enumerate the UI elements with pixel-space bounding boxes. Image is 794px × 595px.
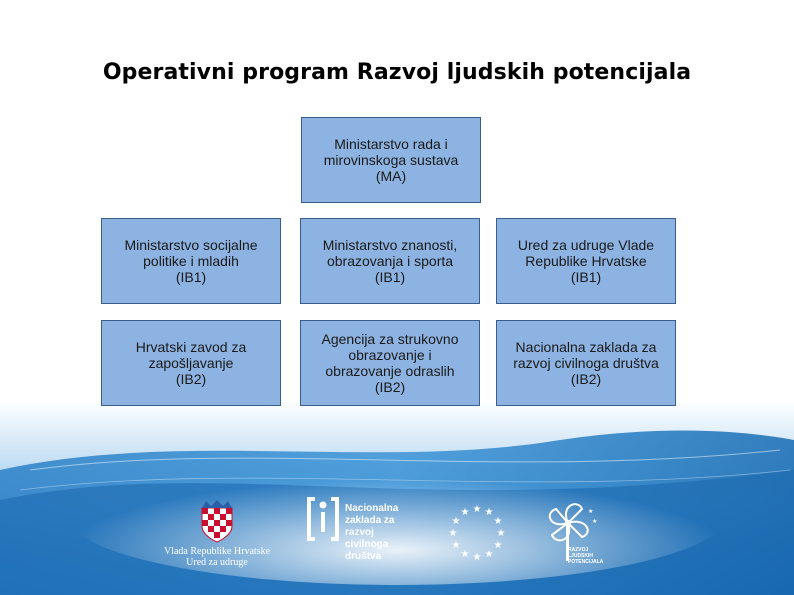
svg-text:★: ★ [592,518,598,525]
eu-stars-icon [446,502,508,564]
page-title: Operativni program Razvoj ljudskih potencijala [102,60,692,85]
box-employment-service: Hrvatski zavod za zapošljavanje (IB2) [101,320,281,406]
svg-text:★: ★ [472,504,482,515]
svg-text:★: ★ [460,549,470,560]
zaklada-bracket-icon [305,495,341,543]
vlada-logo-text: Vlada Republike Hrvatske Ured za udruge [163,546,271,568]
box-vocational-agency: Agencija za strukovno obrazovanje i obrazovanje odraslih (IB2) [300,320,480,406]
svg-text:★: ★ [496,528,506,539]
svg-text:★: ★ [484,549,494,560]
box-managing-authority: Ministarstvo rada i mirovinskoga sustava (MA) [301,117,481,203]
zaklada-logo-text: Nacionalna zaklada za razvoj civilnoga društva [345,503,399,562]
svg-text:★: ★ [451,540,461,551]
svg-text:★: ★ [493,516,503,527]
svg-text:★: ★ [493,540,503,551]
box-national-foundation: Nacionalna zaklada za razvoj civilnoga društva (IB2) [496,320,676,406]
svg-text:★: ★ [448,528,458,539]
rlp-logo-text: RAZVOJ LJUDSKIH POTENCIJALA [568,547,604,565]
svg-text:★: ★ [460,507,470,518]
svg-text:★: ★ [588,508,594,515]
svg-text:★: ★ [451,516,461,527]
svg-text:★: ★ [484,507,494,518]
box-ministry-science: Ministarstvo znanosti, obrazovanja i sporta (IB1) [300,218,480,304]
box-ministry-social-policy: Ministarstvo socijalne politike i mladih (IB1) [101,218,281,304]
box-office-ngos: Ured za udruge Vlade Republike Hrvatske (IB1) [496,218,676,304]
croatian-coat-of-arms-icon [199,500,235,544]
svg-text:★: ★ [472,552,482,563]
